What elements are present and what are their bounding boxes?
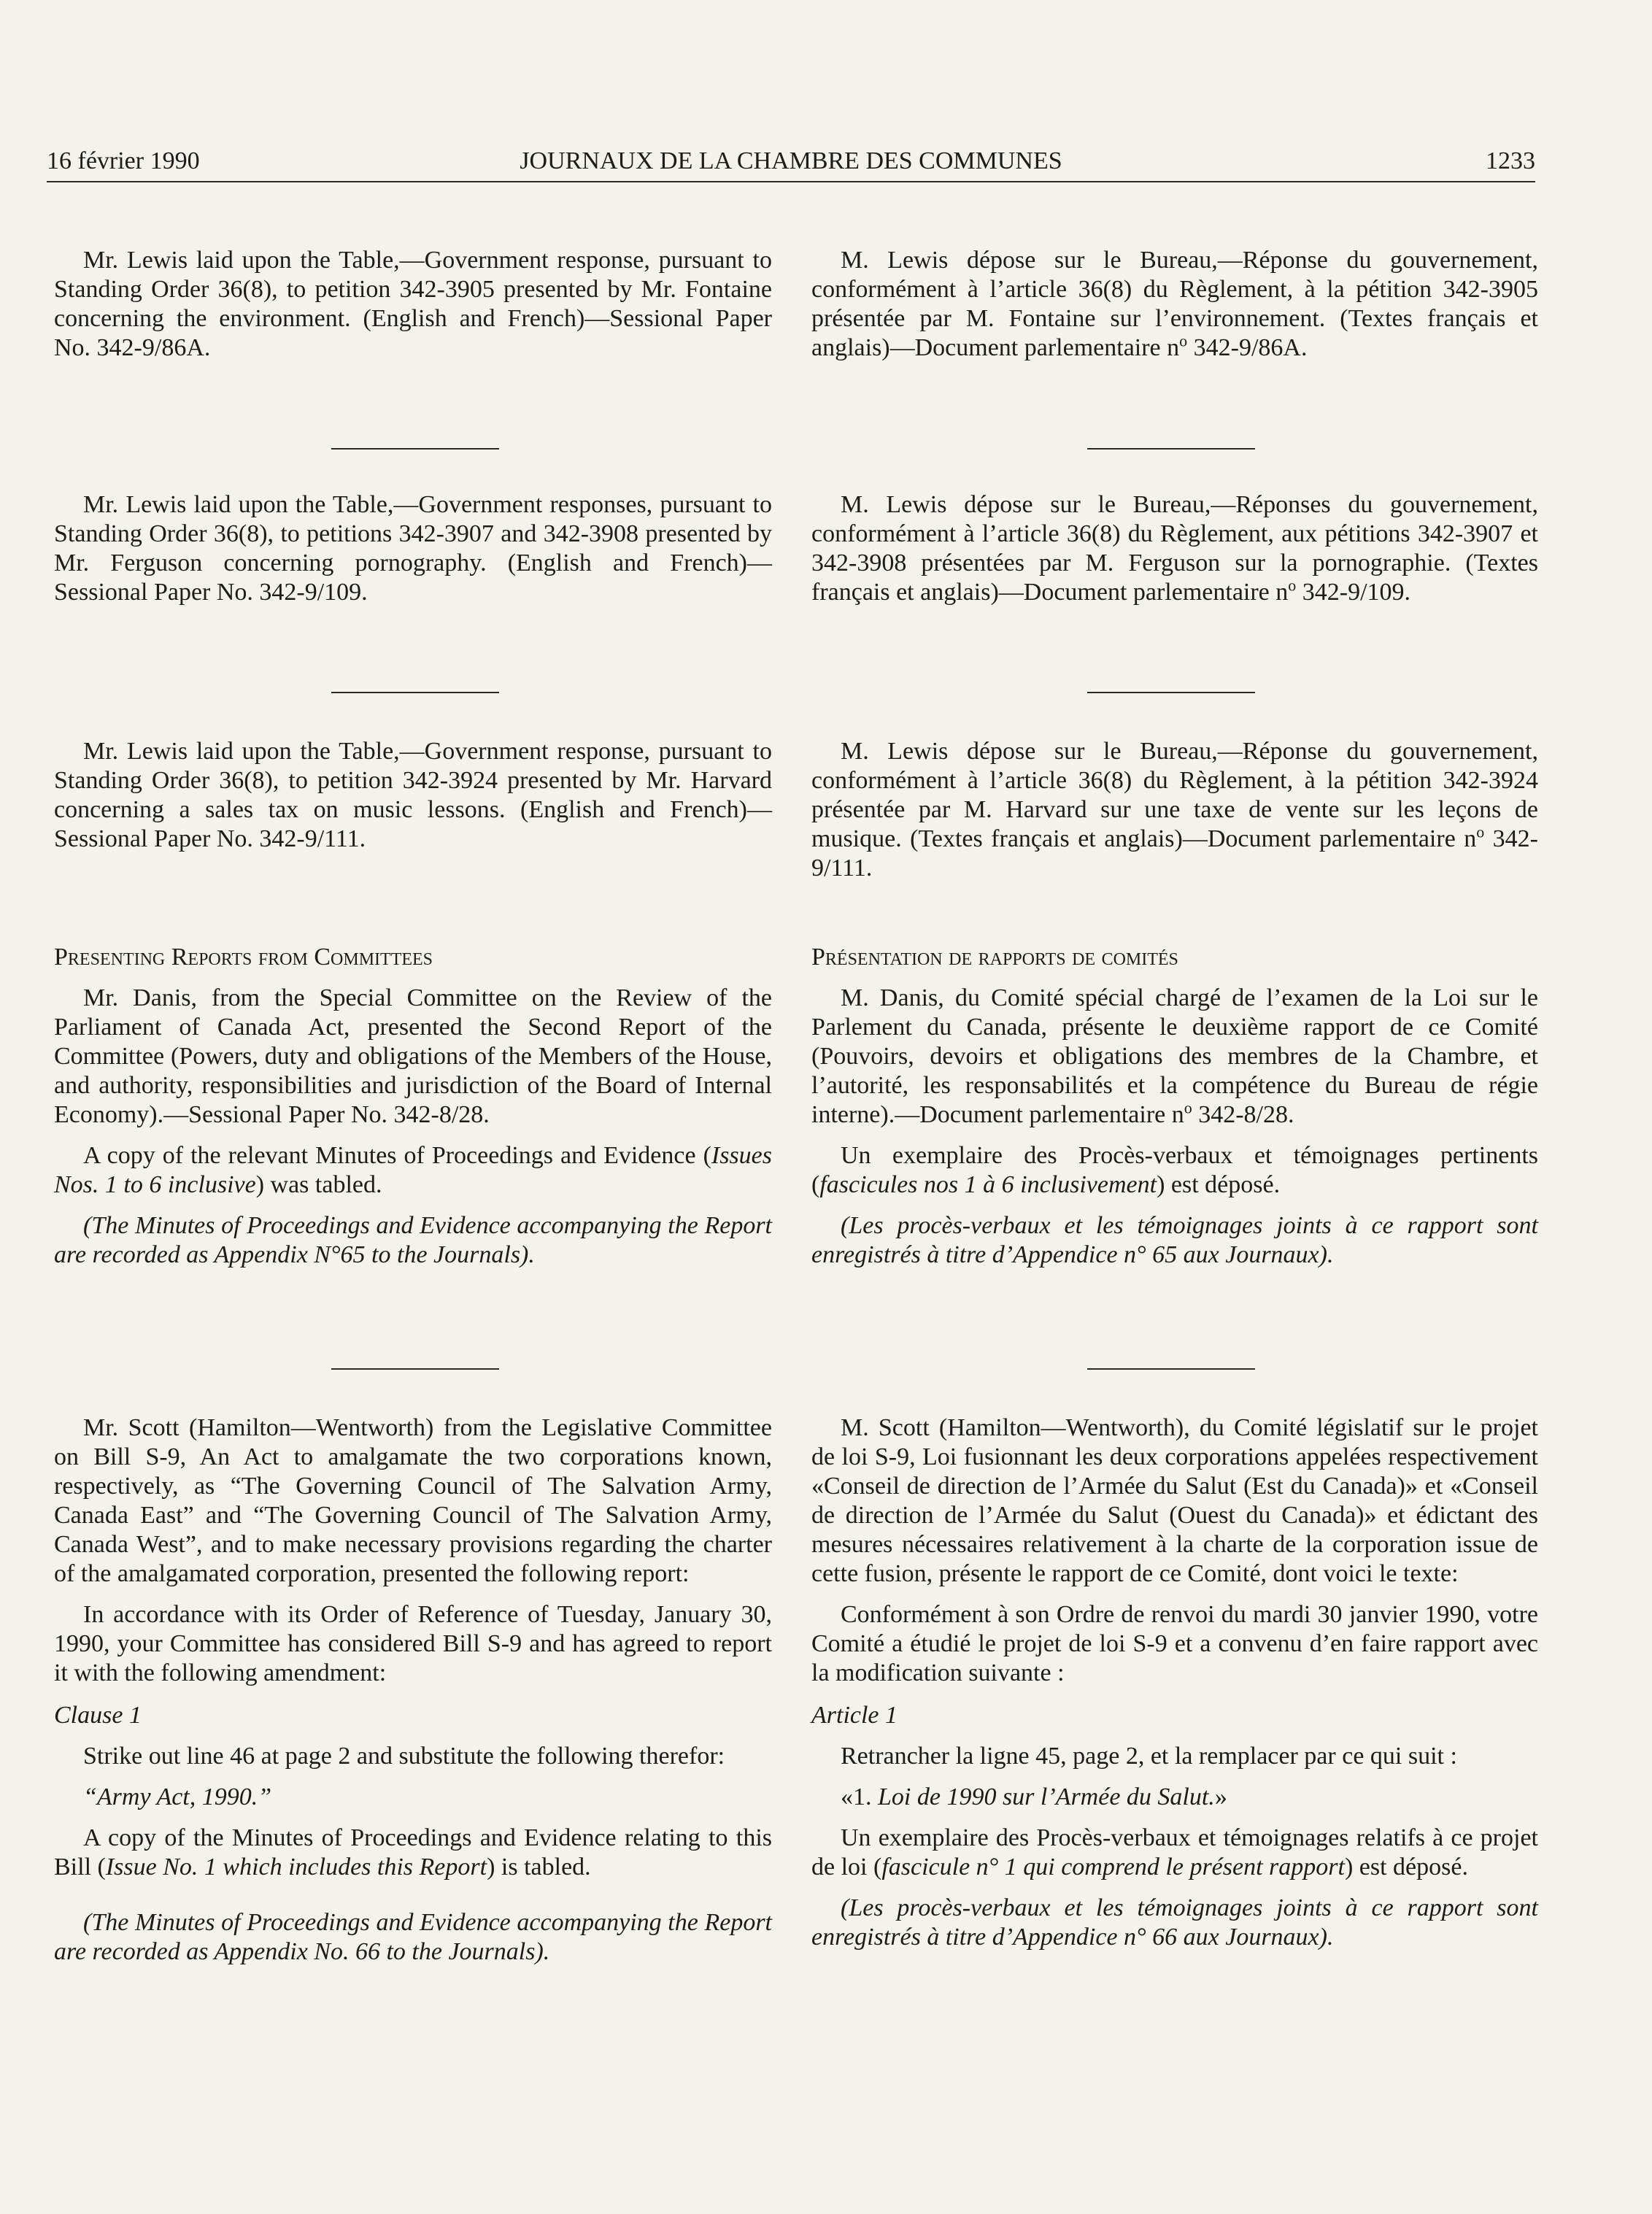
fr-paragraph-appendix-65: (Les procès-verbaux et les témoignages joints à ce rapport sont enregistrés à titre d’Appendice n° 65 aux Journaux). [811,1212,1538,1268]
fr-petition-3924-text: M. Lewis dépose sur le Bureau,—Réponse du gouvernement, conformément à l’article 36(8) du Règlement, à la pétition 342-3924 présentée par M. Harvard sur une taxe de vente sur les leçons de musique. (Textes français et anglais)—Document parlementaire n [811,738,1538,852]
en-clause-heading: Clause 1 [54,1702,142,1729]
fr-bill-minutes-issue: fascicule n° 1 qui comprend le présent rapport [881,1854,1345,1881]
fr-paragraph-strike-out: Retrancher la ligne 45, page 2, et la remplacer par ce qui suit : [841,1743,1457,1770]
page-number: 1233 [1486,147,1535,174]
en-bill-minutes-issue: Issue No. 1 which includes this Report [105,1854,487,1881]
en-paragraph-petition-3924: Mr. Lewis laid upon the Table,—Government response, pursuant to Standing Order 36(8), to petition 342-3924 presented by Mr. Harvard concerning a sales tax on music lessons. (English and French)—Sessional Paper No. 342-9/111. [54,738,772,852]
fr-separator-1 [1087,448,1255,450]
fr-paragraph-order-of-reference: Conformément à son Ordre de renvoi du mardi 30 janvier 1990, votre Comité a étudié le projet de loi S-9 et a convenu d’en faire rapport avec la modification suivante : [811,1601,1538,1686]
en-block-committees [54,943,772,1270]
en-paragraph-scott-report: Mr. Scott (Hamilton—Wentworth) from the Legislative Committee on Bill S-9, An Act to amalgamate the two corporations known, respectively, as “The Governing Council of The Salvation Army, Canada East” and “The Governing Council of The Salvation Army, Canada West”, and to make necessary provisions regarding the charter of the amalgamated corporation, presented the following report: [54,1414,772,1587]
fr-block-1 [811,246,1538,363]
header-rule [47,181,1535,182]
en-paragraph-petition-3905: Mr. Lewis laid upon the Table,—Government response, pursuant to Standing Order 36(8), to petition 342-3905 presented by Mr. Fontaine concerning the environment. (English and French)—Sessional Paper No. 342-9/86A. [54,247,772,361]
fr-separator-2 [1087,692,1255,693]
en-block-3 [54,737,772,854]
fr-paragraph-appendix-66: (Les procès-verbaux et les témoignages joints à ce rapport sont enregistrés à titre d’Appendice n° 66 aux Journaux). [811,1894,1538,1951]
en-block-1 [54,246,772,363]
fr-block-3 [811,737,1538,883]
en-paragraph-appendix-65: (The Minutes of Proceedings and Evidence accompanying the Report are recorded as Appendix N°65 to the Journals). [54,1212,772,1268]
fr-petition-3924-number: 342-9/111. [811,825,1539,882]
fr-army-act-title: Loi de 1990 sur l’Armée du Salut. [878,1783,1215,1810]
fr-minutes-copy-end: ) est déposé. [1157,1171,1281,1198]
fr-petition-3905-sup: o [1179,331,1188,350]
en-paragraph-appendix-66: (The Minutes of Proceedings and Evidence accompanying the Report are recorded as Appendix No. 66 to the Journals). [54,1909,772,1965]
fr-danis-report-text: M. Danis, du Comité spécial chargé de l’examen de la Loi sur le Parlement du Canada, présente le deuxième rapport de ce Comité (Pouvoirs, devoirs et obligations des membres de la Chambre, et l’autorité, les responsabilités et la compétence du Bureau de régie interne).—Document parlementaire n [811,984,1538,1128]
fr-paragraph-bill-minutes [811,1824,1538,1882]
fr-petitions-3907-number: 342-9/109. [1296,579,1411,606]
fr-petitions-3907-text: M. Lewis dépose sur le Bureau,—Réponses du gouvernement, conformément à l’article 36(8) du Règlement, aux pétitions 342-3907 et 342-3908 présentées par M. Ferguson sur la pornographie. (Textes français et anglais)—Document parlementaire n [811,491,1538,606]
fr-paragraph-petitions-3907-3908 [811,490,1538,607]
en-separator-1 [331,448,499,450]
en-section-heading: Presenting Reports from Committees [54,944,433,971]
en-paragraph-minutes-copy [54,1141,772,1200]
fr-section-heading: Présentation de rapports de comités [811,944,1178,971]
en-separator-3 [331,1368,499,1370]
en-paragraph-petitions-3907-3908: Mr. Lewis laid upon the Table,—Government responses, pursuant to Standing Order 36(8), to petitions 342-3907 and 342-3908 presented by Mr. Ferguson concerning pornography. (English and French)—Sessional Paper No. 342-9/109. [54,491,772,606]
en-minutes-copy-issues: Issues Nos. 1 to 6 inclusive [54,1142,772,1198]
en-minutes-copy-end: ) was tabled. [255,1171,382,1198]
running-header [47,147,1535,181]
fr-minutes-copy-text: Un exemplaire des Procès-verbaux et témoignages pertinents ( [811,1142,1538,1198]
fr-army-act-open: «1. [841,1783,878,1810]
en-bill-minutes-text: A copy of the Minutes of Proceedings and Evidence relating to this Bill ( [54,1824,772,1881]
fr-bill-minutes-text: Un exemplaire des Procès-verbaux et témoignages relatifs à ce projet de loi ( [811,1824,1538,1881]
en-paragraph-order-of-reference: In accordance with its Order of Reference of Tuesday, January 30, 1990, your Committee has considered Bill S-9 and has agreed to report it with the following amendment: [54,1601,772,1686]
fr-bill-minutes-end: ) est déposé. [1344,1854,1468,1881]
fr-paragraph-danis-report [811,984,1538,1130]
header-title: JOURNAUX DE LA CHAMBRE DES COMMUNES [520,147,1062,174]
fr-danis-report-number: 342-8/28. [1192,1101,1294,1128]
fr-petitions-3907-sup: o [1288,576,1297,595]
fr-minutes-copy-issues: fascicules nos 1 à 6 inclusivement [819,1171,1157,1198]
header-date: 16 février 1990 [47,147,200,174]
fr-paragraph-petition-3924 [811,737,1538,883]
fr-clause-heading: Article 1 [811,1702,898,1729]
fr-separator-3 [1087,1368,1255,1370]
fr-danis-report-sup: o [1184,1098,1192,1117]
en-paragraph-strike-out: Strike out line 46 at page 2 and substitute the following therefor: [83,1743,725,1770]
en-paragraph-army-act: “Army Act, 1990.” [83,1783,272,1810]
fr-army-act-close: » [1214,1783,1227,1810]
fr-paragraph-petition-3905 [811,246,1538,363]
en-bill-minutes-end: ) is tabled. [487,1854,591,1881]
en-paragraph-bill-minutes [54,1824,772,1882]
en-block-2 [54,490,772,607]
fr-block-committees [811,943,1538,1270]
fr-paragraph-minutes-copy [811,1141,1538,1200]
en-minutes-copy-text: A copy of the relevant Minutes of Proceedings and Evidence ( [83,1142,711,1169]
fr-block-bill-s9 [811,1413,1538,1952]
en-paragraph-danis-report: Mr. Danis, from the Special Committee on the Review of the Parliament of Canada Act, presented the Second Report of the Committee (Powers, duty and obligations of the Members of the House, and authority, responsibilities and jurisdiction of the Board of Internal Economy).—Sessional Paper No. 342-8/28. [54,984,772,1128]
fr-petition-3924-sup: o [1476,822,1485,841]
en-block-bill-s9 [54,1413,772,1967]
en-separator-2 [331,692,499,693]
fr-petition-3905-text: M. Lewis dépose sur le Bureau,—Réponse du gouvernement, conformément à l’article 36(8) du Règlement, à la pétition 342-3905 présentée par M. Fontaine sur l’environnement. (Textes français et anglais)—Document parlementaire n [811,247,1538,361]
fr-block-2 [811,490,1538,607]
fr-paragraph-army-act [811,1783,1538,1812]
fr-paragraph-scott-report: M. Scott (Hamilton—Wentworth), du Comité législatif sur le projet de loi S-9, Loi fusionnant les deux corporations appelées respectivement «Conseil de direction de l’Armée du Salut (Est du Canada)» et «Conseil de direction de l’Armée du Salut (Ouest du Canada)» et édictant des mesures nécessaires relativement à la charte de la corporation issue de cette fusion, présente le rapport de ce Comité, dont voici le texte: [811,1414,1538,1587]
fr-petition-3905-number: 342-9/86A. [1187,334,1308,361]
